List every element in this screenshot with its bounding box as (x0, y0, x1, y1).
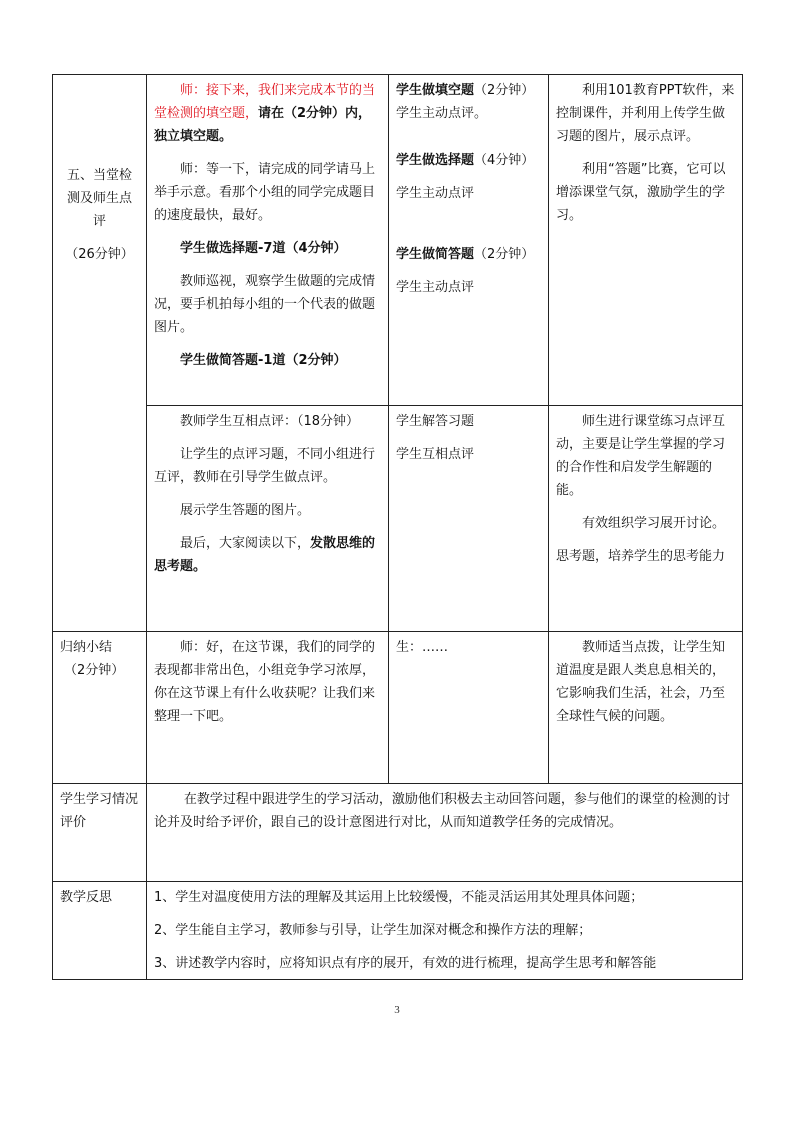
evaluation-label: 学生学习情况评价 (60, 792, 139, 830)
section5-row2-student-cell (389, 406, 549, 632)
student-choice-rest: （4分钟） (474, 153, 535, 168)
short-answer-heading: 学生做简答题-1道（2分钟） (180, 353, 347, 368)
lesson-plan-table (52, 74, 743, 980)
student-fill-blank (396, 79, 542, 125)
divergent-thinking-normal: 最后，大家阅读以下， (180, 536, 311, 551)
page-number: 3 (394, 1004, 400, 1016)
evaluation-row (53, 784, 743, 882)
reflection-label: 教学反思 (60, 890, 113, 905)
section5-row2-intent-cell (549, 406, 743, 632)
evaluation-label-cell (53, 784, 147, 882)
summary-student-cell (389, 632, 549, 784)
intent-ppt-text: 利用101教育PPT软件，来控制课件，并利用上传学生做习题的图片，展示点评。 (556, 83, 735, 144)
intent-interaction-text: 师生进行课堂练习点评互动，主要是让学生掌握的学习的合作性和启发学生解题的能。 (556, 414, 726, 498)
divergent-thinking-bold: 发散思维的思考题。 (154, 536, 376, 574)
summary-label-cell (53, 632, 147, 784)
section5-row2-teacher-cell (147, 406, 389, 632)
student-fill-blank-rest: （2分钟）学生主动点评。 (396, 83, 535, 121)
section5-row1-student-cell (389, 75, 549, 406)
student-peer-review: 学生互相点评 (396, 447, 475, 462)
show-answers-text: 展示学生答题的图片。 (180, 503, 311, 518)
student-fill-blank-bold: 学生做填空题 (396, 83, 475, 98)
student-choice-review: 学生主动点评 (396, 186, 475, 201)
reflection-item-3: 3、讲述教学内容时，应将知识点有序的展开，有效的进行梳理，提高学生思考和解答能 (154, 956, 657, 971)
intent-thinking-text: 思考题，培养学生的思考能力 (556, 549, 726, 564)
section5-label-line1: 五、当堂检 (66, 168, 132, 183)
student-answer-exercises: 学生解答习题 (396, 414, 475, 429)
summary-intent-cell (549, 632, 743, 784)
fill-blank-instruction (154, 79, 382, 148)
teacher-patrol-text: 教师巡视，观察学生做题的完成情况，要手机拍每小组的一个代表的做题图片。 (154, 274, 376, 335)
student-short-answer (396, 243, 542, 266)
summary-label: 归纳小结 (60, 640, 113, 655)
summary-teacher-cell (147, 632, 389, 784)
summary-intent-text: 教师适当点拨，让学生知道温度是跟人类息息相关的，它影响我们生活，社会，乃至全球性气候的问题。 (556, 640, 726, 724)
student-choice (396, 149, 542, 172)
section5-row2 (53, 406, 743, 632)
section5-row1 (53, 75, 743, 406)
peer-review-text: 让学生的点评习题，不同小组进行互评，教师在引导学生做点评。 (154, 447, 376, 485)
reflection-row (53, 882, 743, 980)
intent-discussion-text: 有效组织学习展开讨论。 (582, 516, 726, 531)
section5-label-line3: 评 (92, 214, 106, 229)
choice-question-heading: 学生做选择题-7道（4分钟） (180, 241, 347, 256)
section5-duration: （26分钟） (65, 247, 134, 262)
peer-review-heading: 教师学生互相点评：（18分钟） (180, 414, 360, 429)
fill-blank-instruction-bold: 请在（2分钟）内，独立填空题。 (154, 106, 372, 144)
student-short-answer-rest: （2分钟） (474, 247, 535, 262)
reflection-item-1: 1、学生对温度使用方法的理解及其运用上比较缓慢，不能灵活运用其处理具体问题； (154, 890, 644, 905)
evaluation-content: 在教学过程中跟进学生的学习活动，激励他们积极去主动回答问题，参与他们的课堂的检测的讨论并及时给予评价，跟自己的设计意图进行对比，从而知道教学任务的完成情况。 (154, 792, 730, 830)
teacher-wait-text: 师：等一下，请完成的同学请马上举手示意。看那个小组的同学完成题目的速度最快，最好。 (154, 162, 376, 223)
divergent-thinking-text (154, 532, 382, 578)
section5-row1-teacher-cell (147, 75, 389, 406)
student-short-answer-review: 学生主动点评 (396, 280, 475, 295)
section5-label-line2: 测及师生点 (66, 191, 132, 206)
reflection-item-2: 2、学生能自主学习，教师参与引导，让学生加深对概念和操作方法的理解； (154, 923, 592, 938)
summary-student-text: 生：…… (396, 640, 449, 655)
summary-teacher-text: 师：好，在这节课，我们的同学的表现都非常出色，小组竞争学习浓厚，你在这节课上有什么收获呢？让我们来整理一下吧。 (154, 640, 376, 724)
fill-blank-instruction-red: 师：接下来，我们来完成本节的当堂检测的填空题， (154, 83, 376, 121)
reflection-content-cell (147, 882, 743, 980)
student-short-answer-bold: 学生做简答题 (396, 247, 475, 262)
reflection-label-cell (53, 882, 147, 980)
section5-label-cell (53, 75, 147, 632)
summary-duration: （2分钟） (64, 663, 125, 678)
student-choice-bold: 学生做选择题 (396, 153, 475, 168)
intent-quiz-text: 利用“答题”比赛，它可以增添课堂气氛，激励学生的学习。 (556, 162, 726, 223)
summary-row (53, 632, 743, 784)
section5-row1-intent-cell (549, 75, 743, 406)
evaluation-content-cell (147, 784, 743, 882)
